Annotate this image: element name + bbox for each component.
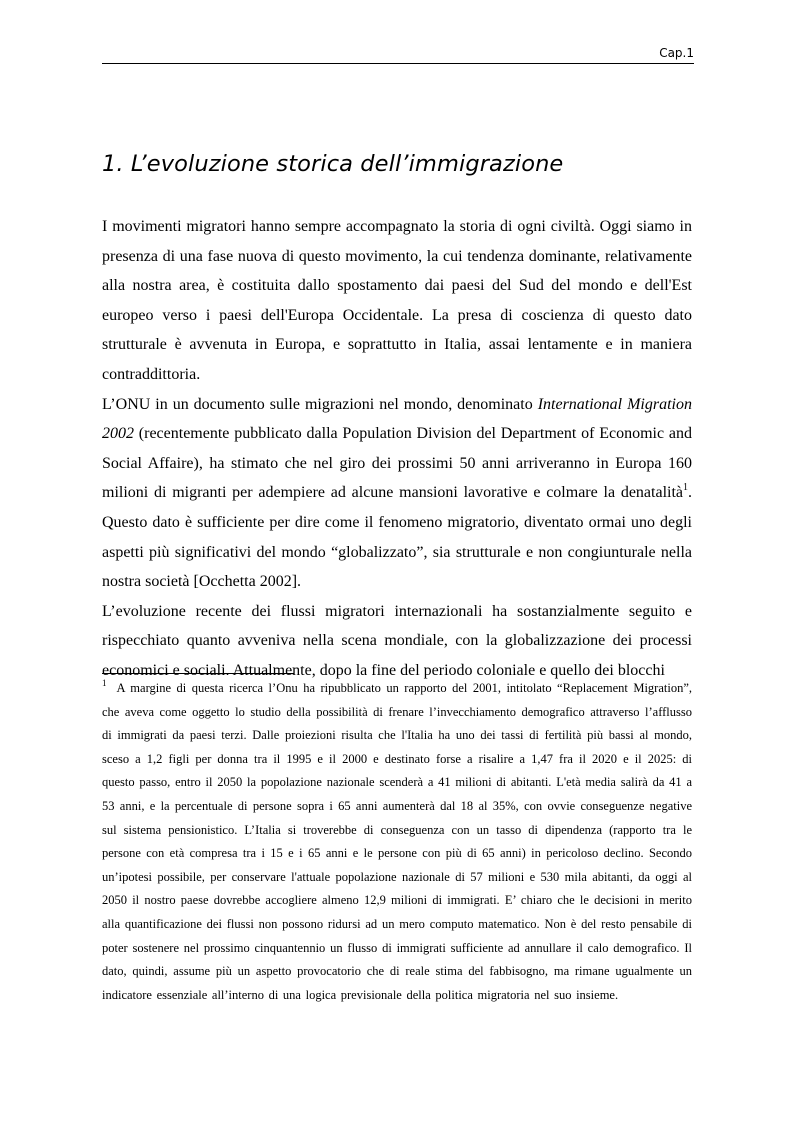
header-divider [102, 63, 694, 64]
chapter-label: Cap.1 [659, 46, 694, 60]
paragraph-3: L’evoluzione recente dei flussi migratori internazionali ha sostanzialmente seguito e rispecchiato quanto avveniva nella scena mondiale, con la globalizzazione dei processi economici e sociali. Attualmente, dopo la fine del periodo coloniale e quello dei blocchi [102, 602, 692, 679]
paragraph-2 [102, 390, 692, 597]
chapter-title: 1. L’evoluzione storica dell’immigrazione [102, 151, 564, 177]
publication-title: International Migration 2002 [102, 395, 692, 443]
footnote-divider [102, 673, 294, 674]
main-text [102, 212, 692, 686]
running-header [102, 46, 694, 60]
footnote-text: A margine di questa ricerca l’Onu ha ripubblicato un rapporto del 2001, intitolato “Replacement Migration”, che aveva come oggetto lo studio della possibilità di frenare l’invecchiamento demografico attraverso l’afflusso di immigrati da paesi terzi. Dalle proiezioni risulta che l'Italia ha uno dei tassi di fertilità più bassi al mondo, sceso a 1,2 figli per donna tra il 1995 e il 2000 e destinato forse a risalire a 1,47 fra il 2020 e il 2025: di questo passo, entro il 2050 la popolazione nazionale scenderà a 41 milioni di abitanti. L'età media salirà da 41 a 53 anni, e la percentuale di persone sopra i 65 anni aumenterà dal 18 al 35%, con ovvie conseguenze negative sul sistema pensionistico. L’Italia si troverebbe di conseguenza con un tasso di dipendenza (rapporto tra le persone con età compresa tra i 15 e i 65 anni e le persone con più di 65 anni) in pericoloso declino. Secondo un’ipotesi possibile, per conservare l'attuale popolazione nazionale di 57 milioni e 530 mila abitanti, da oggi al 2050 il nostro paese dovrebbe accogliere almeno 12,9 milioni di immigrati. E’ chiaro che le decisioni in merito alla quantificazione dei flussi non possono ridursi ad un mero computo matematico. Non è del resto pensabile di poter sostenere nel prossimo cinquantennio un flusso di immigrati sufficiente ad annullare il calo demografico. Il dato, quindi, assume più un aspetto provocatorio che di reale stima del fabbisogno, ma rimane ugualmente un indicatore essenziale all’interno di una logica previsionale della politica migratoria nel suo insieme. [102, 681, 692, 1002]
paragraph-2-body: (recentemente pubblicato dalla Population Division del Department of Economic and Social Affaire), ha stimato che nel giro dei prossimi 50 anni arriveranno in Europa 160 milioni di migranti per adempiere ad alcune mansioni lavorative e colmare la denatalità [102, 425, 692, 502]
paragraph-2-end: . Questo dato è sufficiente per dire come il fenomeno migratorio, diventato ormai uno degli aspetti più significativi del mondo “globalizzato”, sia strutturale e non congiunturale nella nostra società [Occhetta 2002]. [102, 484, 692, 591]
paragraph-1: I movimenti migratori hanno sempre accompagnato la storia di ogni civiltà. Oggi siamo in presenza di una fase nuova di questo movimento, la cui tendenza dominante, relativamente alla nostra area, è costituita dallo spostamento dai paesi del Sud del mondo e dell'Est europeo verso i paesi dell'Europa Occidentale. La presa di coscienza di questo dato strutturale è avvenuta in Europa, e soprattutto in Italia, assai lentamente e in maniera contraddittoria. [102, 218, 692, 383]
footnote-reference[interactable]: 1 [683, 482, 688, 494]
paragraph-2-intro: L’ONU in un documento sulle migrazioni nel mondo, denominato [102, 395, 538, 413]
footnote [102, 677, 692, 1007]
footnote-marker: 1 [102, 678, 107, 688]
